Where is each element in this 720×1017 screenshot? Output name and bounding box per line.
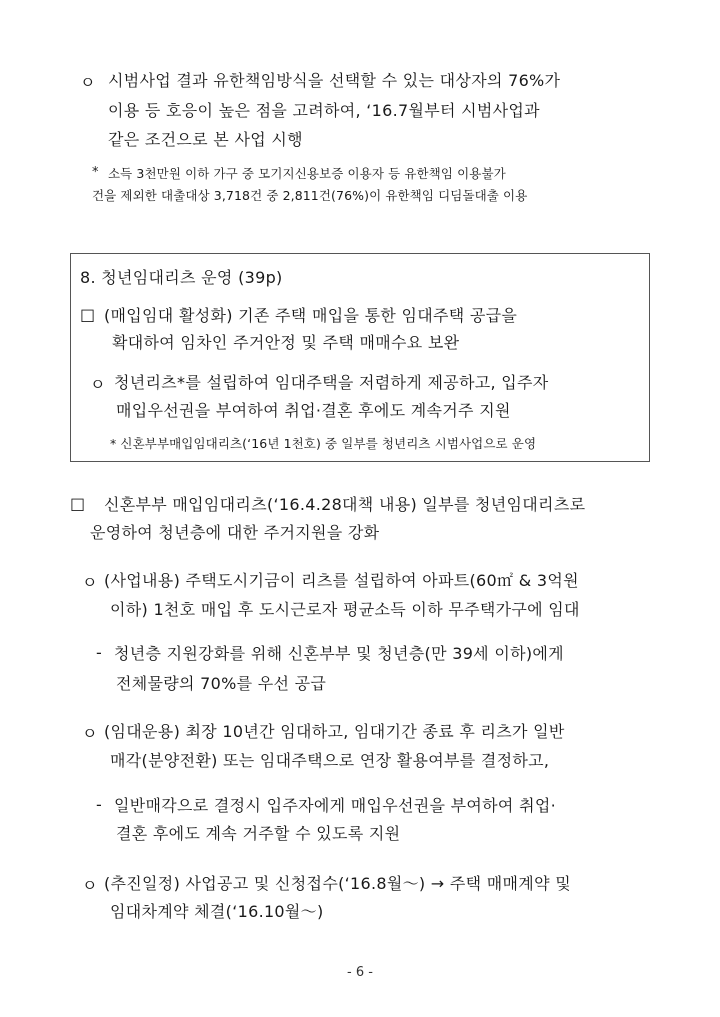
box-title: 8. 청년임대리츠 운영 (39p) — [80, 268, 283, 287]
project-content-line-1: (사업내용) 주택도시기금이 리츠를 설립하여 아파트(60㎡ & 3억원 — [104, 571, 579, 590]
schedule-line-2: 임대차계약 체결(‘16.10월～) — [110, 902, 324, 921]
project-content-line-2: 이하) 1천호 매입 후 도시근로자 평균소득 이하 무주택가구에 임대 — [110, 600, 580, 619]
purchase-priority-line-2: 결혼 후에도 계속 거주할 수 있도록 지원 — [116, 824, 401, 843]
section1-line-2: 이용 등 호응이 높은 점을 고려하여, ‘16.7월부터 시범사업과 — [108, 101, 540, 120]
rental-operation-line-1: (임대운용) 최장 10년간 임대하고, 임대기간 종료 후 리츠가 일반 — [104, 722, 565, 741]
box-sub-line-2: 매입우선권을 부여하여 취업·결혼 후에도 계속거주 지원 — [116, 401, 511, 420]
youth-priority-line-1: 청년층 지원강화를 위해 신혼부부 및 청년층(만 39세 이하)에게 — [114, 644, 564, 663]
section1-line-1: 시범사업 결과 유한책임방식을 선택할 수 있는 대상자의 76%가 — [108, 71, 561, 90]
circle-bullet: ㅇ — [82, 724, 98, 743]
dash-bullet: - — [96, 643, 102, 662]
section1-note-line-1: 소득 3천만원 이하 가구 중 모기지신용보증 이용자 등 유한책임 이용불가 — [108, 166, 506, 181]
box-note: * 신혼부부매입임대리츠(‘16년 1천호) 중 일부를 청년리츠 시범사업으로 운영 — [110, 436, 537, 451]
box-item-line-2: 확대하여 임차인 주거안정 및 주택 매매수요 보완 — [112, 333, 460, 352]
main-line-2: 운영하여 청년층에 대한 주거지원을 강화 — [90, 523, 380, 542]
section1-note-line-2: 건을 제외한 대출대상 3,718건 중 2,811건(76%)이 유한책임 디딤돌대출 이용 — [92, 188, 528, 203]
circle-bullet: ㅇ — [90, 375, 106, 394]
schedule-line-1: (추진일정) 사업공고 및 신청접수(‘16.8월～) → 주택 매매계약 및 — [104, 874, 571, 893]
note-marker: * — [92, 165, 99, 180]
circle-bullet: ㅇ — [82, 876, 98, 895]
youth-priority-line-2: 전체물량의 70%를 우선 공급 — [116, 674, 327, 693]
box-sub-line-1: 청년리츠*를 설립하여 임대주택을 저렴하게 제공하고, 입주자 — [114, 373, 549, 392]
circle-bullet: ㅇ — [80, 73, 96, 92]
dash-bullet: - — [96, 795, 102, 814]
square-bullet: □ — [80, 305, 96, 324]
box-item-line-1: (매입임대 활성화) 기존 주택 매입을 통한 임대주택 공급을 — [104, 306, 518, 325]
rental-operation-line-2: 매각(분양전환) 또는 임대주택으로 연장 활용여부를 결정하고, — [110, 751, 550, 770]
main-line-1: 신혼부부 매입임대리츠(‘16.4.28대책 내용) 일부를 청년임대리츠로 — [104, 495, 586, 514]
page-number: - 6 - — [347, 965, 373, 980]
square-bullet: □ — [70, 494, 86, 513]
circle-bullet: ㅇ — [82, 573, 98, 592]
section1-line-3: 같은 조건으로 본 사업 시행 — [108, 130, 303, 149]
purchase-priority-line-1: 일반매각으로 결정시 입주자에게 매입우선권을 부여하여 취업· — [114, 796, 556, 815]
